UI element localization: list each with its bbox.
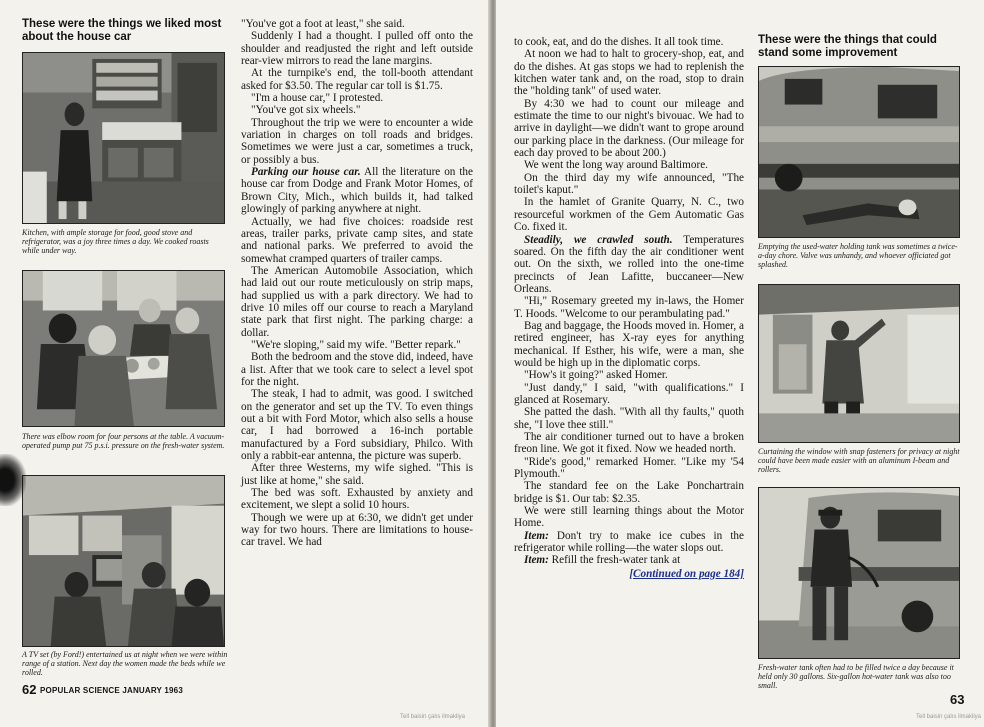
page-smudge bbox=[0, 454, 26, 506]
body-paragraph: Item: Refill the fresh-water tank at bbox=[524, 554, 681, 567]
left-watermark: Tell baisin çalıs ilmakliya bbox=[400, 714, 466, 720]
body-paragraph: In the hamlet of Granite Quarry, N. C., two resourceful workmen of the Gem Automatic Gas Co. fixed it. bbox=[514, 196, 744, 234]
body-paragraph: Actually, we had five choices: roadside rest areas, trailer parks, private camp sites, and state and national parks. We preferred to avoid the somewhat cramped quarters of trailer camps. bbox=[241, 215, 473, 265]
tank-drain-photo bbox=[758, 66, 960, 238]
body-paragraph: Both the bedroom and the stove did, indeed, have a list. After that we took care to select a level spot for the night. bbox=[241, 351, 473, 388]
magazine-footer: POPULAR SCIENCE JANUARY 1963 bbox=[40, 686, 183, 695]
left-body-column bbox=[241, 18, 473, 549]
right-watermark: Tell baisin çalıs ilmakliya bbox=[916, 714, 982, 720]
body-paragraph: "You've got six wheels." bbox=[251, 104, 361, 117]
left-page bbox=[0, 0, 490, 727]
body-paragraph: to cook, eat, and do the dishes. It all took time. bbox=[514, 36, 724, 48]
body-paragraph: The air conditioner turned out to have a broken freon line. We got it fixed. Now we headed north. bbox=[514, 431, 744, 456]
body-paragraph: Suddenly I had a thought. I pulled off onto the shoulder and readjusted the right and left outside rear-view mirrors to read the lane margins. bbox=[241, 30, 473, 68]
body-paragraph: At noon we had to halt to grocery-shop, eat, and do the dishes. At gas stops we had to replenish the kitchen water tank and, on the road, stop to drain the "holding tank" of used water. bbox=[514, 48, 744, 98]
body-paragraph: On the third day my wife announced, "The toilet's kaput." bbox=[514, 171, 744, 197]
left-section-heading: These were the things we liked most about the house car bbox=[22, 18, 222, 43]
body-paragraph: "Ride's good," remarked Homer. "Like my '54 Plymouth." bbox=[514, 455, 744, 481]
body-paragraph: The steak, I had to admit, was good. I switched on the generator and set up the TV. To even things out a bit with Ford Motor, which also sells a house car, I had borrowed a 16-inch portable manufactured by a Ford subsidiary, Philco. With only a rabbit-ear antenna, the picture was superb. bbox=[241, 388, 473, 463]
body-paragraph: Steadily, we crawled south. Temperatures soared. On the fifth day the air conditioner went out. On the sixth, we rolled into the one-time precincts of Jean Lafitte, buccaneer—New Orleans. bbox=[514, 233, 744, 295]
body-paragraph: "You've got a foot at least," she said. bbox=[241, 18, 405, 30]
body-paragraph: Throughout the trip we were to encounter a wide variation in charges on toll roads and bridges. Sometimes we were just a car, sometimes a truck, or possibly a bus. bbox=[241, 116, 473, 166]
right-body-column bbox=[514, 36, 744, 580]
body-paragraph: "I'm a house car," I protested. bbox=[251, 92, 384, 105]
right-page bbox=[496, 0, 984, 727]
water-fill-photo bbox=[758, 487, 960, 659]
continued-line bbox=[514, 568, 744, 580]
body-paragraph: We went the long way around Baltimore. bbox=[524, 159, 708, 172]
body-paragraph: By 4:30 we had to count our mileage and estimate the time to our night's bivouac. We had to arrive in daylight—we didn't want to grope around our parking place in the darkness. (Our mileage for each day proved to be about 200.) bbox=[514, 97, 744, 160]
tank-drain-photo-caption: Emptying the used-water holding tank was sometimes a twice-a-day chore. Valve was unhandy, and whoever officiated got splashed. bbox=[758, 242, 958, 269]
body-paragraph: The American Automobile Association, which had laid out our route meticulously on strip maps, had supplied us with a park directory. We had to drive 10 miles off our course to reach a Maryland state park that first night. The parking charge: a dollar. bbox=[241, 264, 473, 339]
left-page-number: 62 bbox=[22, 682, 37, 697]
right-page-number: 63 bbox=[950, 692, 965, 707]
continued-link[interactable]: [Continued on page 184] bbox=[629, 567, 744, 580]
tv-photo-caption: A TV set (by Ford!) entertained us at night when we were within range of a station. Next day the women made the beds while we rolled. bbox=[22, 650, 228, 677]
body-paragraph: The standard fee on the Lake Ponchartrain bridge is $1. Our tab: $2.35. bbox=[514, 480, 744, 505]
body-paragraph: She patted the dash. "With all thy faults," quoth she, "I love thee still." bbox=[514, 406, 744, 431]
body-paragraph: Parking our house car. All the literature on the house car from Dodge and Frank Motor Homes, of Brown City, Mich., which builds it, had talked glowingly of parking anywhere at night. bbox=[241, 166, 473, 216]
body-paragraph: "Hi," Rosemary greeted my in-laws, the Homer T. Hoods. "Welcome to our perambulating pad." bbox=[514, 295, 744, 320]
right-section-heading: These were the things that could stand some improvement bbox=[758, 34, 937, 59]
body-paragraph: The bed was soft. Exhausted by anxiety and excitement, we slept a solid 10 hours. bbox=[241, 487, 473, 512]
window-photo bbox=[758, 284, 960, 443]
window-photo-caption: Curtaining the window with snap fasteners for privacy at night could have been made easier with an aluminum I-beam and rollers. bbox=[758, 447, 960, 474]
water-fill-photo-caption: Fresh-water tank often had to be filled twice a day because it held only 30 gallons. Six-gallon hot-water tank was also too small. bbox=[758, 663, 954, 690]
body-paragraph: At the turnpike's end, the toll-booth attendant asked for $3.50. The regular car toll is $1.75. bbox=[241, 67, 473, 92]
body-paragraph: "How's it going?" asked Homer. bbox=[524, 369, 668, 382]
body-paragraph: We were still learning things about the Motor Home. bbox=[514, 505, 744, 530]
body-paragraph: Bag and baggage, the Hoods moved in. Homer, a retired engineer, has X-ray eyes for anything mechanical. If Esther, his wife, were a man, she would be high up in the diplomatic corps. bbox=[514, 319, 744, 369]
dinette-photo-caption: There was elbow room for four persons at the table. A vacuum-operated pump put 75 p.s.i. pressure on the fresh-water system. bbox=[22, 432, 225, 450]
body-paragraph: Though we were up at 6:30, we didn't get under way for two hours. There are limitations to house-car travel. We had bbox=[241, 511, 473, 549]
body-paragraph: "Just dandy," I said, "with qualifications." I glanced at Rosemary. bbox=[514, 381, 744, 406]
dinette-photo bbox=[22, 270, 225, 427]
tv-photo bbox=[22, 475, 225, 647]
kitchen-photo bbox=[22, 52, 225, 224]
body-paragraph: After three Westerns, my wife sighed. "This is just like at home," she said. bbox=[241, 462, 473, 487]
body-paragraph: Item: Don't try to make ice cubes in the refrigerator while rolling—the water slops out. bbox=[514, 529, 744, 555]
body-paragraph: "We're sloping," said my wife. "Better repark." bbox=[251, 338, 461, 351]
kitchen-photo-caption: Kitchen, with ample storage for food, good stove and refrigerator, was a joy three times a day. We cooked roasts while under way. bbox=[22, 228, 209, 255]
